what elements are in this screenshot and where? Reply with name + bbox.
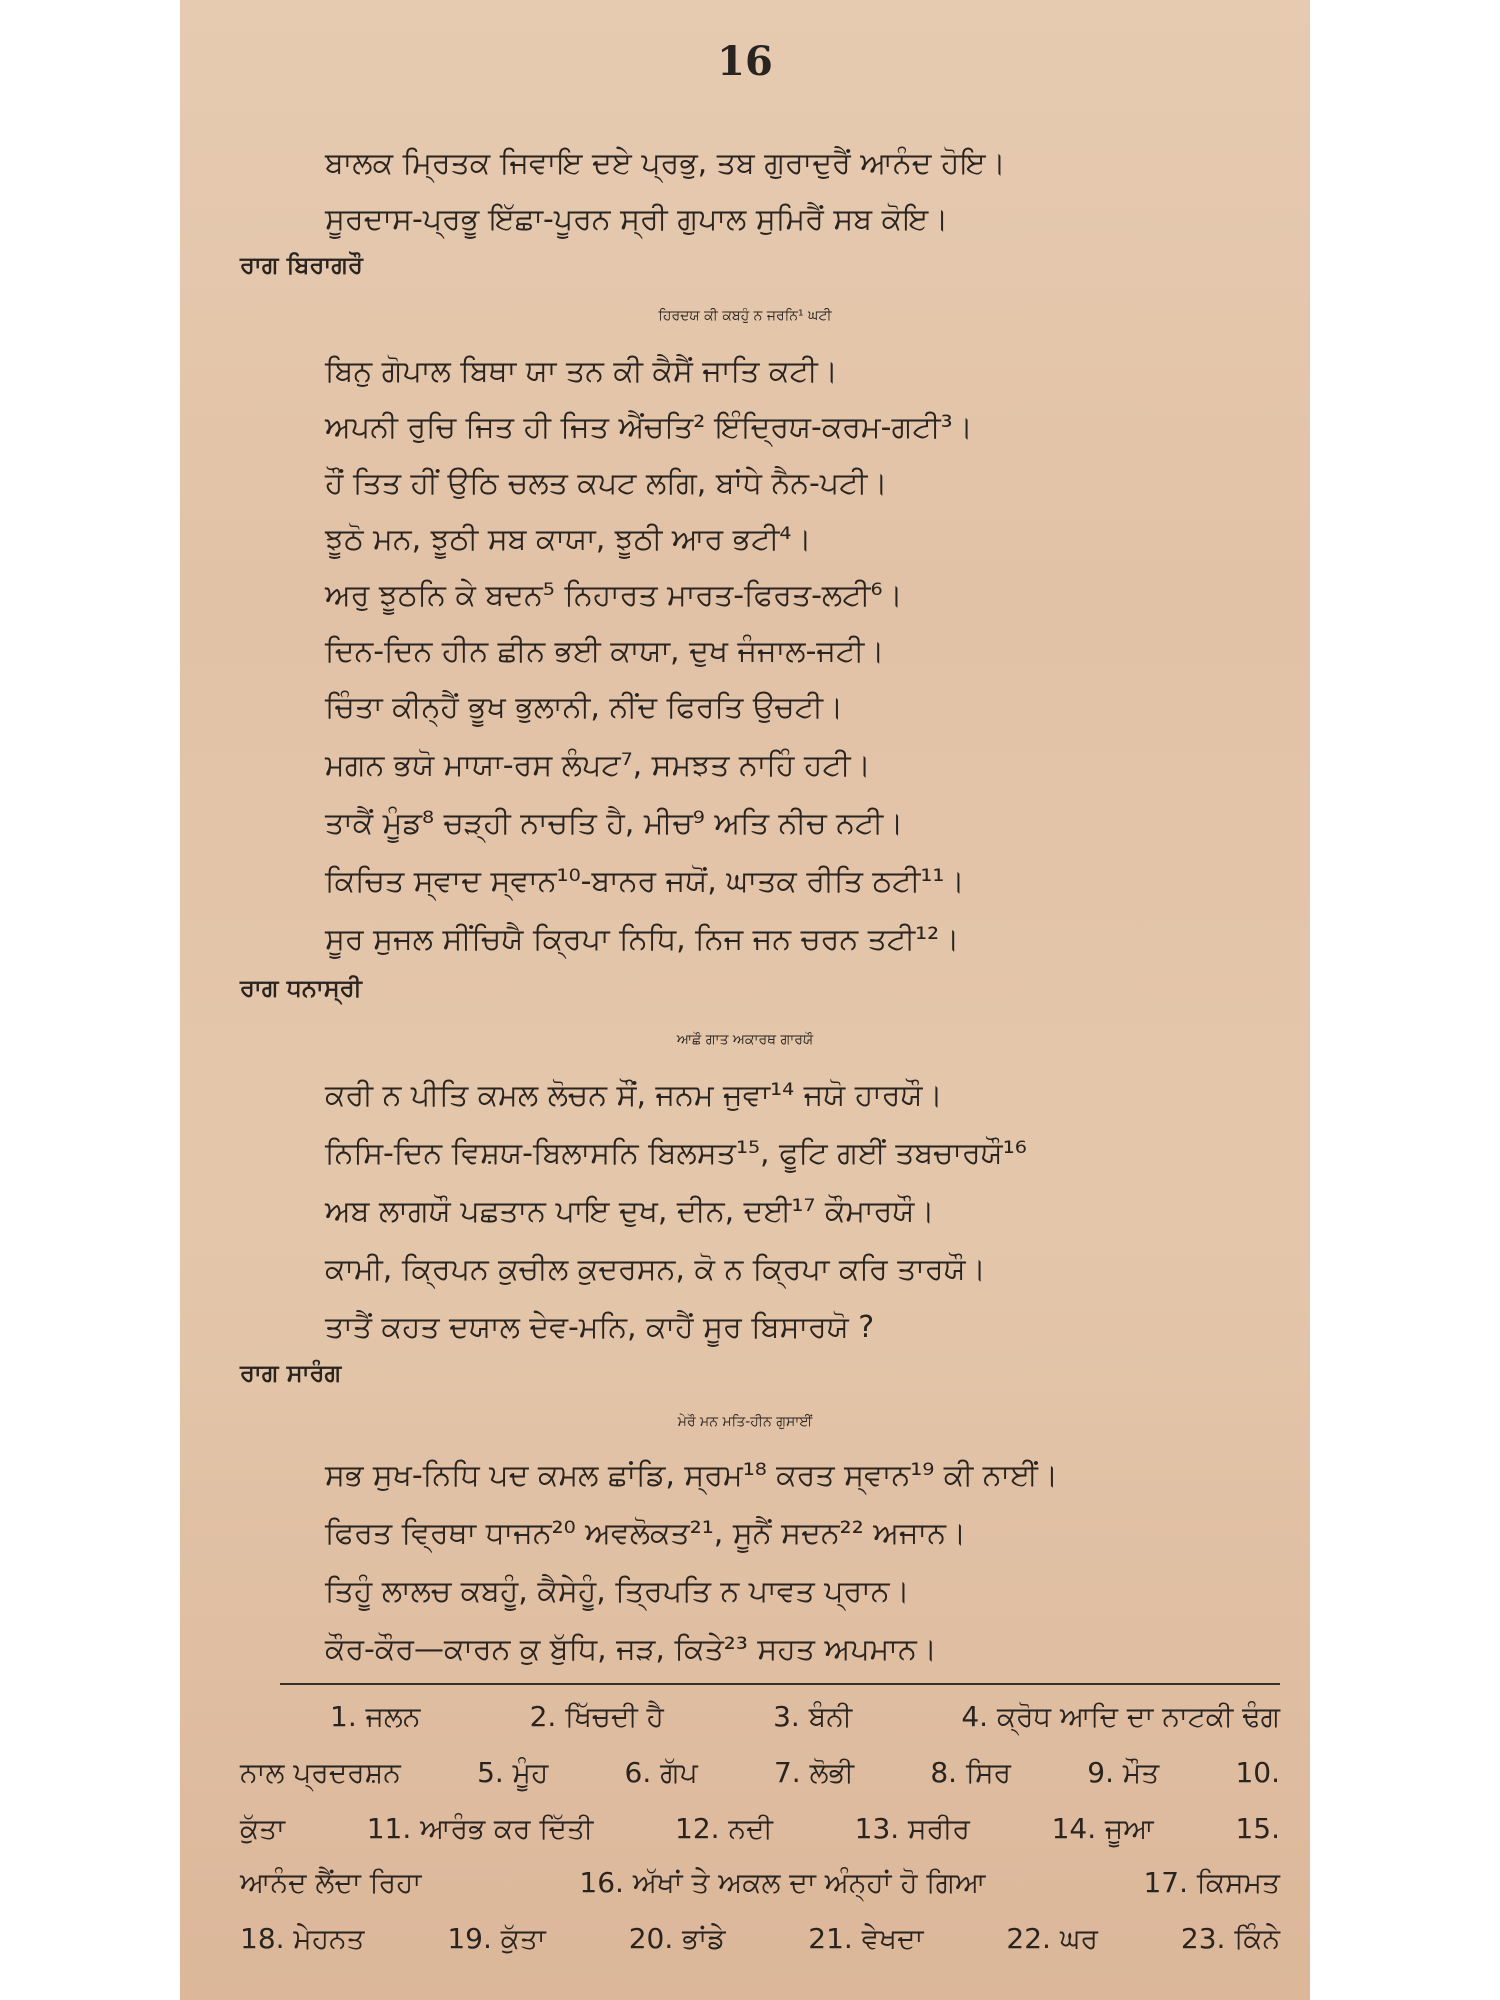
verse-line: ਨਿਸਿ-ਦਿਨ ਵਿਸ਼ਯ-ਬਿਲਾਸਨਿ ਬਿਲਸਤ¹⁵, ਫੂਟਿ ਗਈਂ ਤਬਚਾਰਯੌ¹⁶: [325, 1136, 1027, 1171]
verse-line: ਤਿਹੂੰ ਲਾਲਚ ਕਬਹੂੰ, ਕੈਸੇਹੂੰ, ਤ੍ਰਿਪਤਿ ਨ ਪਾਵਤ ਪ੍ਰਾਨ।: [325, 1574, 910, 1609]
footnote: 8. ਸਿਰ: [930, 1756, 1011, 1789]
raga-heading: ਰਾਗ ਸਾਰੰਗ: [240, 1359, 342, 1387]
verse-line: ਮਗਨ ਭਯੋ ਮਾਯਾ-ਰਸ ਲੰਪਟ⁷, ਸਮਝਤ ਨਾਹਿੰ ਹਟੀ।: [325, 748, 871, 783]
verse-line: ਦਿਨ-ਦਿਨ ਹੀਨ ਛੀਨ ਭਈ ਕਾਯਾ, ਦੁਖ ਜੰਜਾਲ-ਜਟੀ।: [325, 634, 885, 669]
footnote: 21. ਵੇਖਦਾ: [808, 1922, 924, 1955]
verse-line: ਬਾਲਕ ਮ੍ਰਿਤਕ ਜਿਵਾਇ ਦਏ ਪ੍ਰਭੁ, ਤਬ ਗੁਰਾਦੁਰੈਂ ਆਨੰਦ ਹੋਇ।: [325, 146, 1006, 181]
verse-line: ਕਰੀ ਨ ਪੀਤਿ ਕਮਲ ਲੋਚਨ ਸੌਂ, ਜਨਮ ਜੁਵਾ¹⁴ ਜਯੋ ਹਾਰਯੌ।: [325, 1078, 943, 1113]
footnote: 22. ਘਰ: [1006, 1922, 1099, 1955]
verse-line: ਤਾਤੈਂ ਕਹਤ ਦਯਾਲ ਦੇਵ-ਮਨਿ, ਕਾਹੈਂ ਸੂਰ ਬਿਸਾਰਯੋ ?: [325, 1310, 875, 1345]
footnote: 7. ਲੋਭੀ: [773, 1756, 855, 1789]
footnote: 4. ਕ੍ਰੋਧ ਆਦਿ ਦਾ ਨਾਟਕੀ ਢੰਗ: [961, 1700, 1280, 1733]
footnote: 15.: [1235, 1812, 1280, 1845]
footnote-row: [240, 1809, 1280, 1849]
book-page: [180, 0, 1310, 2000]
footnote: 19. ਕੁੱਤਾ: [447, 1922, 546, 1955]
verse-line: ਝੂਠੋ ਮਨ, ਝੂਠੀ ਸਬ ਕਾਯਾ, ਝੂਠੀ ਆਰ ਭਟੀ⁴।: [325, 522, 812, 557]
page-number: 16: [717, 38, 773, 85]
footnote: 12. ਨਦੀ: [675, 1812, 773, 1845]
verse-line: ਫਿਰਤ ਵ੍ਰਿਥਾ ਧਾਜਨ²⁰ ਅਵਲੋਕਤ²¹, ਸੂਨੈਂ ਸਦਨ²² ਅਜਾਨ।: [325, 1516, 967, 1551]
footnote: 14. ਜੂਆ: [1051, 1812, 1154, 1845]
footnote: 1. ਜਲਨ: [330, 1700, 421, 1733]
verse-line: ਕਾਮੀ, ਕ੍ਰਿਪਨ ਕੁਚੀਲ ਕੁਦਰਸਨ, ਕੋ ਨ ਕ੍ਰਿਪਾ ਕਰਿ ਤਾਰਯੌ।: [325, 1252, 986, 1287]
raga-heading: ਰਾਗ ਧਨਾਸ੍ਰੀ: [240, 974, 362, 1002]
footnote-row: [330, 1697, 1280, 1737]
footnote: ਆਨੰਦ ਲੈਂਦਾ ਰਿਹਾ: [240, 1866, 422, 1899]
footnote: 9. ਮੌਤ: [1087, 1756, 1160, 1789]
footnote: 2. ਖਿੱਚਦੀ ਹੈ: [529, 1700, 664, 1733]
hymn-title: ਮੇਰੌ ਮਨ ਮਤਿ-ਹੀਨ ਗੁਸਾਈਂ: [677, 1414, 813, 1430]
verse-line: ਅਬ ਲਾਗਯੌ ਪਛਤਾਨ ਪਾਇ ਦੁਖ, ਦੀਨ, ਦਈ¹⁷ ਕੌਮਾਰਯੌ।: [325, 1194, 935, 1229]
verse-line: ਸੂਰ ਸੁਜਲ ਸੀਂਚਿਯੈ ਕ੍ਰਿਪਾ ਨਿਧਿ, ਨਿਜ ਜਨ ਚਰਨ ਤਟੀ¹²।: [325, 922, 960, 957]
footnote: 5. ਮੂੰਹ: [477, 1756, 549, 1789]
footnote: 20. ਭਾਂਡੇ: [628, 1922, 726, 1955]
verse-line: ਅਰੁ ਝੂਠਨਿ ਕੇ ਬਦਨ⁵ ਨਿਹਾਰਤ ਮਾਰਤ-ਫਿਰਤ-ਲਟੀ⁶।: [325, 578, 903, 613]
verse-line: ਕਿਚਿਤ ਸ੍ਵਾਦ ਸ੍ਵਾਨ¹⁰-ਬਾਨਰ ਜਯੋਂ, ਘਾਤਕ ਰੀਤਿ ਠਟੀ¹¹।: [325, 864, 965, 899]
footnote: 10.: [1235, 1756, 1280, 1789]
footnote: 13. ਸਰੀਰ: [854, 1812, 970, 1845]
verse-line: ਕੌਰ-ਕੌਰ—ਕਾਰਨ ਕੁ ਬੁੱਧਿ, ਜੜ, ਕਿਤੇ²³ ਸਹਤ ਅਪਮਾਨ।: [325, 1632, 937, 1667]
footnote: 23. ਕਿੰਨੇ: [1180, 1922, 1280, 1955]
footnote: 18. ਮੇਹਨਤ: [240, 1922, 365, 1955]
verse-line: ਸੂਰਦਾਸ-ਪ੍ਰਭੂ ਇੱਛਾ-ਪੂਰਨ ਸ੍ਰੀ ਗੁਪਾਲ ਸੁਮਿਰੈਂ ਸਬ ਕੋਇ।: [325, 202, 949, 237]
footnote-row: [240, 1919, 1280, 1959]
hymn-title: ਹਿਰਦਯ ਕੀ ਕਬਹੁੰ ਨ ਜਰਨਿ¹ ਘਟੀ: [658, 308, 832, 324]
footnote: 11. ਆਰੰਭ ਕਰ ਦਿੱਤੀ: [366, 1812, 594, 1845]
footnote: ਕੁੱਤਾ: [240, 1812, 286, 1845]
hymn-title: ਆਛੌ ਗਾਤ ਅਕਾਰਥ ਗਾਰਯੌ: [676, 1032, 814, 1048]
footnote: 6. ਗੱਪ: [624, 1756, 698, 1789]
verse-line: ਸਭ ਸੁਖ-ਨਿਧਿ ਪਦ ਕਮਲ ਛਾਂਡਿ, ਸ੍ਰਮ¹⁸ ਕਰਤ ਸ੍ਵਾਨ¹⁹ ਕੀ ਨਾਈਂ।: [325, 1458, 1059, 1493]
verse-line: ਅਪਨੀ ਰੁਚਿ ਜਿਤ ਹੀ ਜਿਤ ਐਂਚਤਿ² ਇੰਦ੍ਰਿਯ-ਕਰਮ-ਗਟੀ³।: [325, 410, 973, 445]
footnote: ਨਾਲ ਪ੍ਰਦਰਸ਼ਨ: [240, 1756, 401, 1789]
footnote: 16. ਅੱਖਾਂ ਤੇ ਅਕਲ ਦਾ ਅੰਨ੍ਹਾਂ ਹੋ ਗਿਆ: [579, 1866, 986, 1899]
raga-heading: ਰਾਗ ਬਿਰਾਗਰੌ: [240, 251, 363, 279]
verse-line: ਚਿੰਤਾ ਕੀਨ੍ਹੈਂ ਭੂਖ ਭੁਲਾਨੀ, ਨੀਂਦ ਫਿਰਤਿ ਉਚਟੀ।: [325, 690, 844, 725]
footnote: 3. ਬੰਨੀ: [773, 1700, 853, 1733]
footnote-row: [240, 1863, 1280, 1903]
footnote: 17. ਕਿਸਮਤ: [1143, 1866, 1280, 1899]
verse-line: ਬਿਨੁ ਗੋਪਾਲ ਬਿਥਾ ਯਾ ਤਨ ਕੀ ਕੈਸੈਂ ਜਾਤਿ ਕਟੀ।: [325, 354, 838, 389]
verse-line: ਤਾਕੈਂ ਮੂੰਡ⁸ ਚੜ੍ਹੀ ਨਾਚਤਿ ਹੈ, ਮੀਚ⁹ ਅਤਿ ਨੀਚ ਨਟੀ।: [325, 806, 904, 841]
footnote-row: [240, 1753, 1280, 1793]
verse-line: ਹੌਂ ਤਿਤ ਹੀਂ ਉਠਿ ਚਲਤ ਕਪਟ ਲਗਿ, ਬਾਂਧੇ ਨੈਨ-ਪਟੀ।: [325, 466, 888, 501]
footnote-divider: [280, 1683, 1280, 1685]
